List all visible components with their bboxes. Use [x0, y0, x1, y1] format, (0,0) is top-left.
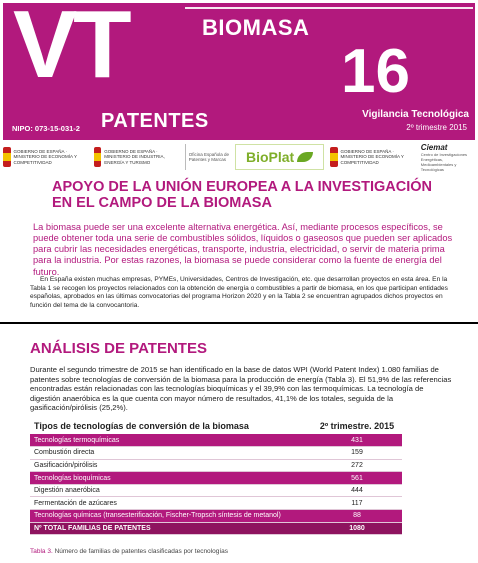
table-row — [30, 484, 402, 497]
bulletin-period: 2º trimestre 2015 — [406, 123, 467, 132]
sponsor-logos — [3, 142, 475, 172]
table-row — [30, 459, 402, 472]
article-title: APOYO DE LA UNIÓN EUROPEA A LA INVESTIGACIÓN EN EL CAMPO DE LA BIOMASA — [52, 179, 432, 211]
row-value: 88 — [312, 510, 402, 523]
section-divider — [0, 322, 478, 324]
vt-logo: VT — [13, 3, 128, 98]
table-row — [30, 510, 402, 523]
issue-number: 16 — [341, 37, 410, 106]
row-label: Nº TOTAL FAMILIAS DE PATENTES — [30, 522, 312, 535]
nipo-code: NIPO: 073-15-031-2 — [12, 124, 80, 133]
row-value: 431 — [312, 434, 402, 447]
row-value: 561 — [312, 472, 402, 485]
table-row — [30, 447, 402, 460]
body-paragraph: En España existen muchas empresas, PYMEs, Universidades, Centros de Investigación, etc. que desarrollan proyectos en esta área. En la Tabla 1 se recogen los proyectos relacionados con la obtención de energía o combustibles a partir de biomasa, en los que participan entidades españolas, aprobados en las últimas convocatorias del programa Horizon 2020 y en la Tabla 2 se encuentran agrupados dichos proyectos en función del tema de la convocantoria. — [30, 276, 448, 309]
spain-crest-icon — [3, 147, 11, 167]
gobierno-logo: GOBIERNO DE ESPAÑA · MINISTERIO DE ECONOMÍA Y COMPETITIVIDAD — [3, 144, 88, 170]
ciemat-logo: Ciemat Centro de Investigaciones Energéticas, Medioambientales y Tecnológicas — [420, 142, 468, 172]
spain-crest-icon — [94, 147, 101, 167]
table-row — [30, 434, 402, 447]
series-title: BIOMASA — [202, 15, 310, 40]
table-row — [30, 497, 402, 510]
table-row — [30, 522, 402, 535]
analysis-paragraph: Durante el segundo trimestre de 2015 se han identificado en la base de datos WPI (World Patent Index) 1.080 familias de patentes sobre tecnologías de conversión de la biomasa para la producción de energía (Tabla 3). El 51,9% de las referencias encontradas están relacionadas con las tecnologías bioquímicas y el 39,9% con las termoquímicas. La tecnología de digestión anaeróbica es la que cuenta con mayor número de resultados, 41,1% de los totales, seguida de la gasificación/pirólisis (25,2%). — [30, 365, 452, 413]
row-value: 444 — [312, 484, 402, 497]
gobierno-logo: GOBIERNO DE ESPAÑA · MINISTERIO DE INDUSTRIA, ENERGÍA Y TURISMO — [94, 144, 179, 170]
row-label: Fermentación de azúcares — [30, 497, 312, 510]
column-header: 2º trimestre. 2015 — [312, 418, 402, 434]
lead-paragraph: La biomasa puede ser una excelente alternativa energética. Así, mediante procesos específicos, se puede obtener toda una serie de combustibles sólidos, líquidos o gaseosos que pueden ser aplicados para cubrir las necesidades energéticas, transporte, industria, electricidad, o servir de materia prima para la industria. Por estas razones, la biomasa se puede considerar como la fuente de energía del futuro. — [33, 222, 453, 277]
row-value: 1080 — [312, 522, 402, 535]
bulletin-type: Vigilancia Tecnológica — [362, 109, 469, 120]
banner-divider — [185, 7, 473, 9]
patents-table — [30, 418, 402, 535]
row-value: 272 — [312, 459, 402, 472]
row-label: Gasificación/pirólisis — [30, 459, 312, 472]
table-row — [30, 472, 402, 485]
section-title: ANÁLISIS DE PATENTES — [30, 340, 207, 357]
header-banner — [3, 3, 475, 140]
oepm-logo: Oficina Española de Patentes y Marcas — [185, 144, 230, 170]
row-label: Combustión directa — [30, 447, 312, 460]
table-header-row — [30, 418, 402, 434]
row-label: Tecnologías termoquímicas — [30, 434, 312, 447]
row-value: 159 — [312, 447, 402, 460]
row-label: Tecnologías químicas (transesterificación, Fischer-Tropsch síntesis de metanol) — [30, 510, 312, 523]
column-header: Tipos de tecnologías de conversión de la biomasa — [30, 418, 312, 434]
spain-crest-icon — [330, 147, 338, 167]
leaf-icon — [297, 152, 313, 162]
row-label: Tecnologías bioquímicas — [30, 472, 312, 485]
table-caption: Tabla 3. Número de familias de patentes clasificadas por tecnologías — [30, 548, 229, 555]
row-value: 117 — [312, 497, 402, 510]
bioplat-logo: BioPlat — [235, 144, 324, 170]
row-label: Digestión anaeróbica — [30, 484, 312, 497]
gobierno-logo: GOBIERNO DE ESPAÑA · MINISTERIO DE ECONOMÍA Y COMPETITIVIDAD — [330, 144, 415, 170]
series-subtitle: PATENTES — [101, 110, 209, 132]
